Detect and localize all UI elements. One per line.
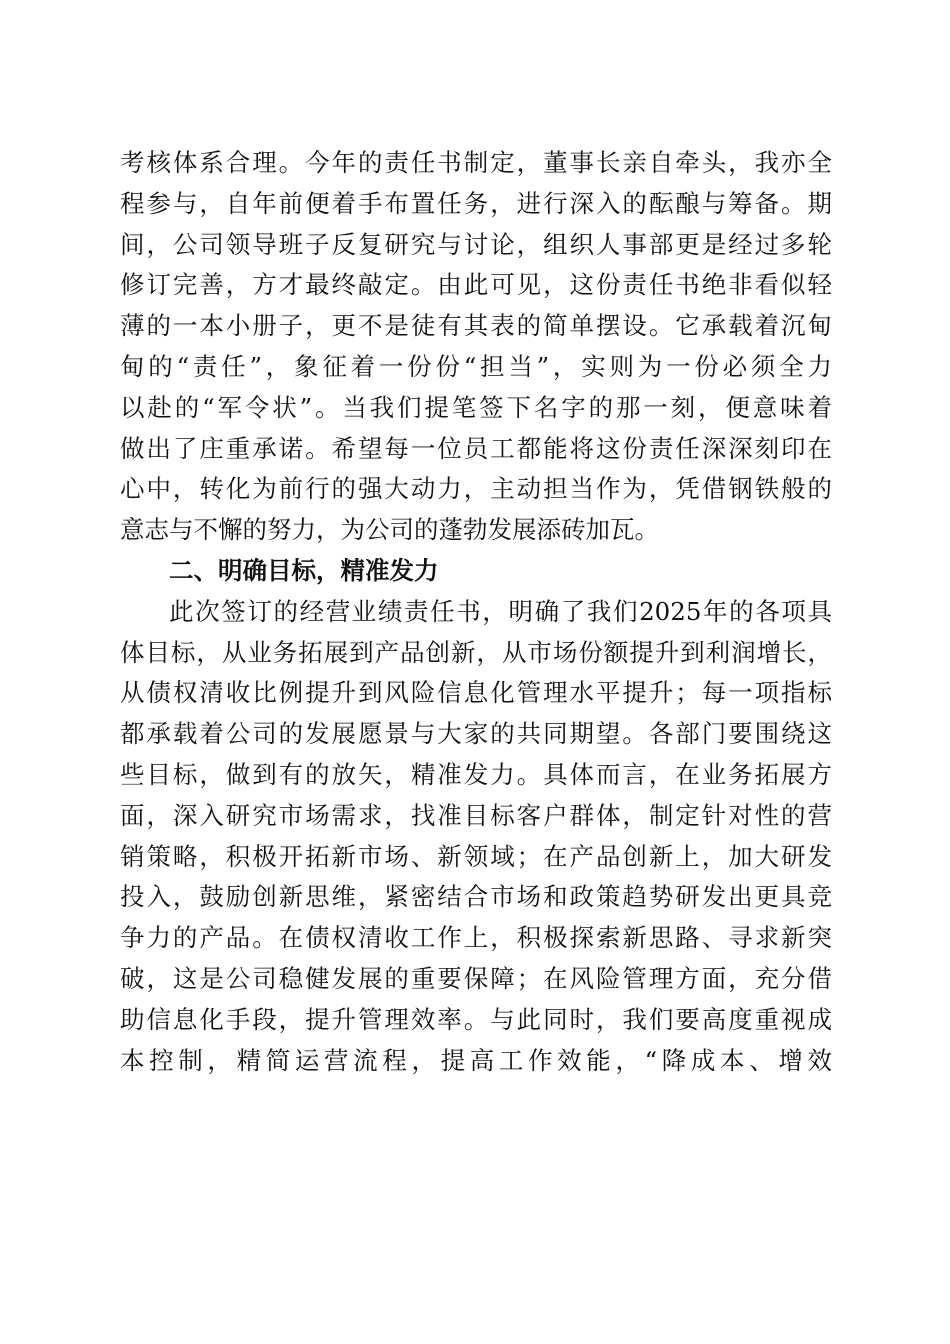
text-line: 薄的一本小册子，更不是徒有其表的简单摆设。它承载着沉甸 [120, 311, 832, 341]
text-line: 助信息化手段，提升管理效率。与此同时，我们要高度重视成 [120, 1004, 832, 1034]
text-line: 投入，鼓励创新思维，紧密结合市场和政策趋势研发出更具竞 [120, 882, 832, 912]
text-line: 销策略，积极开拓新市场、新领域；在产品创新上，加大研发 [120, 841, 832, 871]
text-line: 做出了庄重承诺。希望每一位员工都能将这份责任深深刻印在 [120, 433, 832, 463]
text-line: 争力的产品。在债权清收工作上，积极探索新思路、寻求新突 [120, 923, 832, 953]
text-line: 些目标，做到有的放矢，精准发力。具体而言，在业务拓展方 [120, 759, 832, 789]
paragraph-1 [120, 143, 832, 551]
text-line: 修订完善，方才最终敲定。由此可见，这份责任书绝非看似轻 [120, 270, 832, 300]
text-line: 程参与，自年前便着手布置任务，进行深入的酝酿与筹备。期 [120, 188, 832, 218]
text-line: 间，公司领导班子反复研究与讨论，组织人事部更是经过多轮 [120, 229, 832, 259]
text-line: 意志与不懈的努力，为公司的蓬勃发展添砖加瓦。 [120, 515, 659, 545]
text-line: 心中，转化为前行的强大动力，主动担当作为，凭借钢铁般的 [120, 474, 832, 504]
text-line: 破，这是公司稳健发展的重要保障；在风险管理方面，充分借 [120, 963, 832, 993]
text-line: 考核体系合理。今年的责任书制定，董事长亲自牵头，我亦全 [120, 148, 832, 177]
text-line: 此次签订的经营业绩责任书，明确了我们2025年的各项具 [169, 596, 832, 626]
section-heading: 二、明确目标，精准发力 [169, 555, 439, 585]
text-line: 本控制，精简运营流程，提高工作效能，“降成本、增效 [120, 1045, 832, 1075]
text-line: 都承载着公司的发展愿景与大家的共同期望。各部门要围绕这 [120, 719, 832, 749]
text-line: 从债权清收比例提升到风险信息化管理水平提升；每一项指标 [120, 678, 832, 708]
paragraph-2 [120, 592, 832, 1082]
document-body [120, 143, 832, 1081]
text-line: 以赴的“军令状”。当我们提笔签下名字的那一刻，便意味着 [120, 392, 832, 422]
text-line: 面，深入研究市场需求，找准目标客户群体，制定针对性的营 [120, 800, 832, 830]
text-line: 体目标，从业务拓展到产品创新，从市场份额提升到利润增长， [120, 637, 832, 667]
text-line: 甸的“责任”，象征着一份份“担当”，实则为一份必须全力 [120, 351, 832, 381]
